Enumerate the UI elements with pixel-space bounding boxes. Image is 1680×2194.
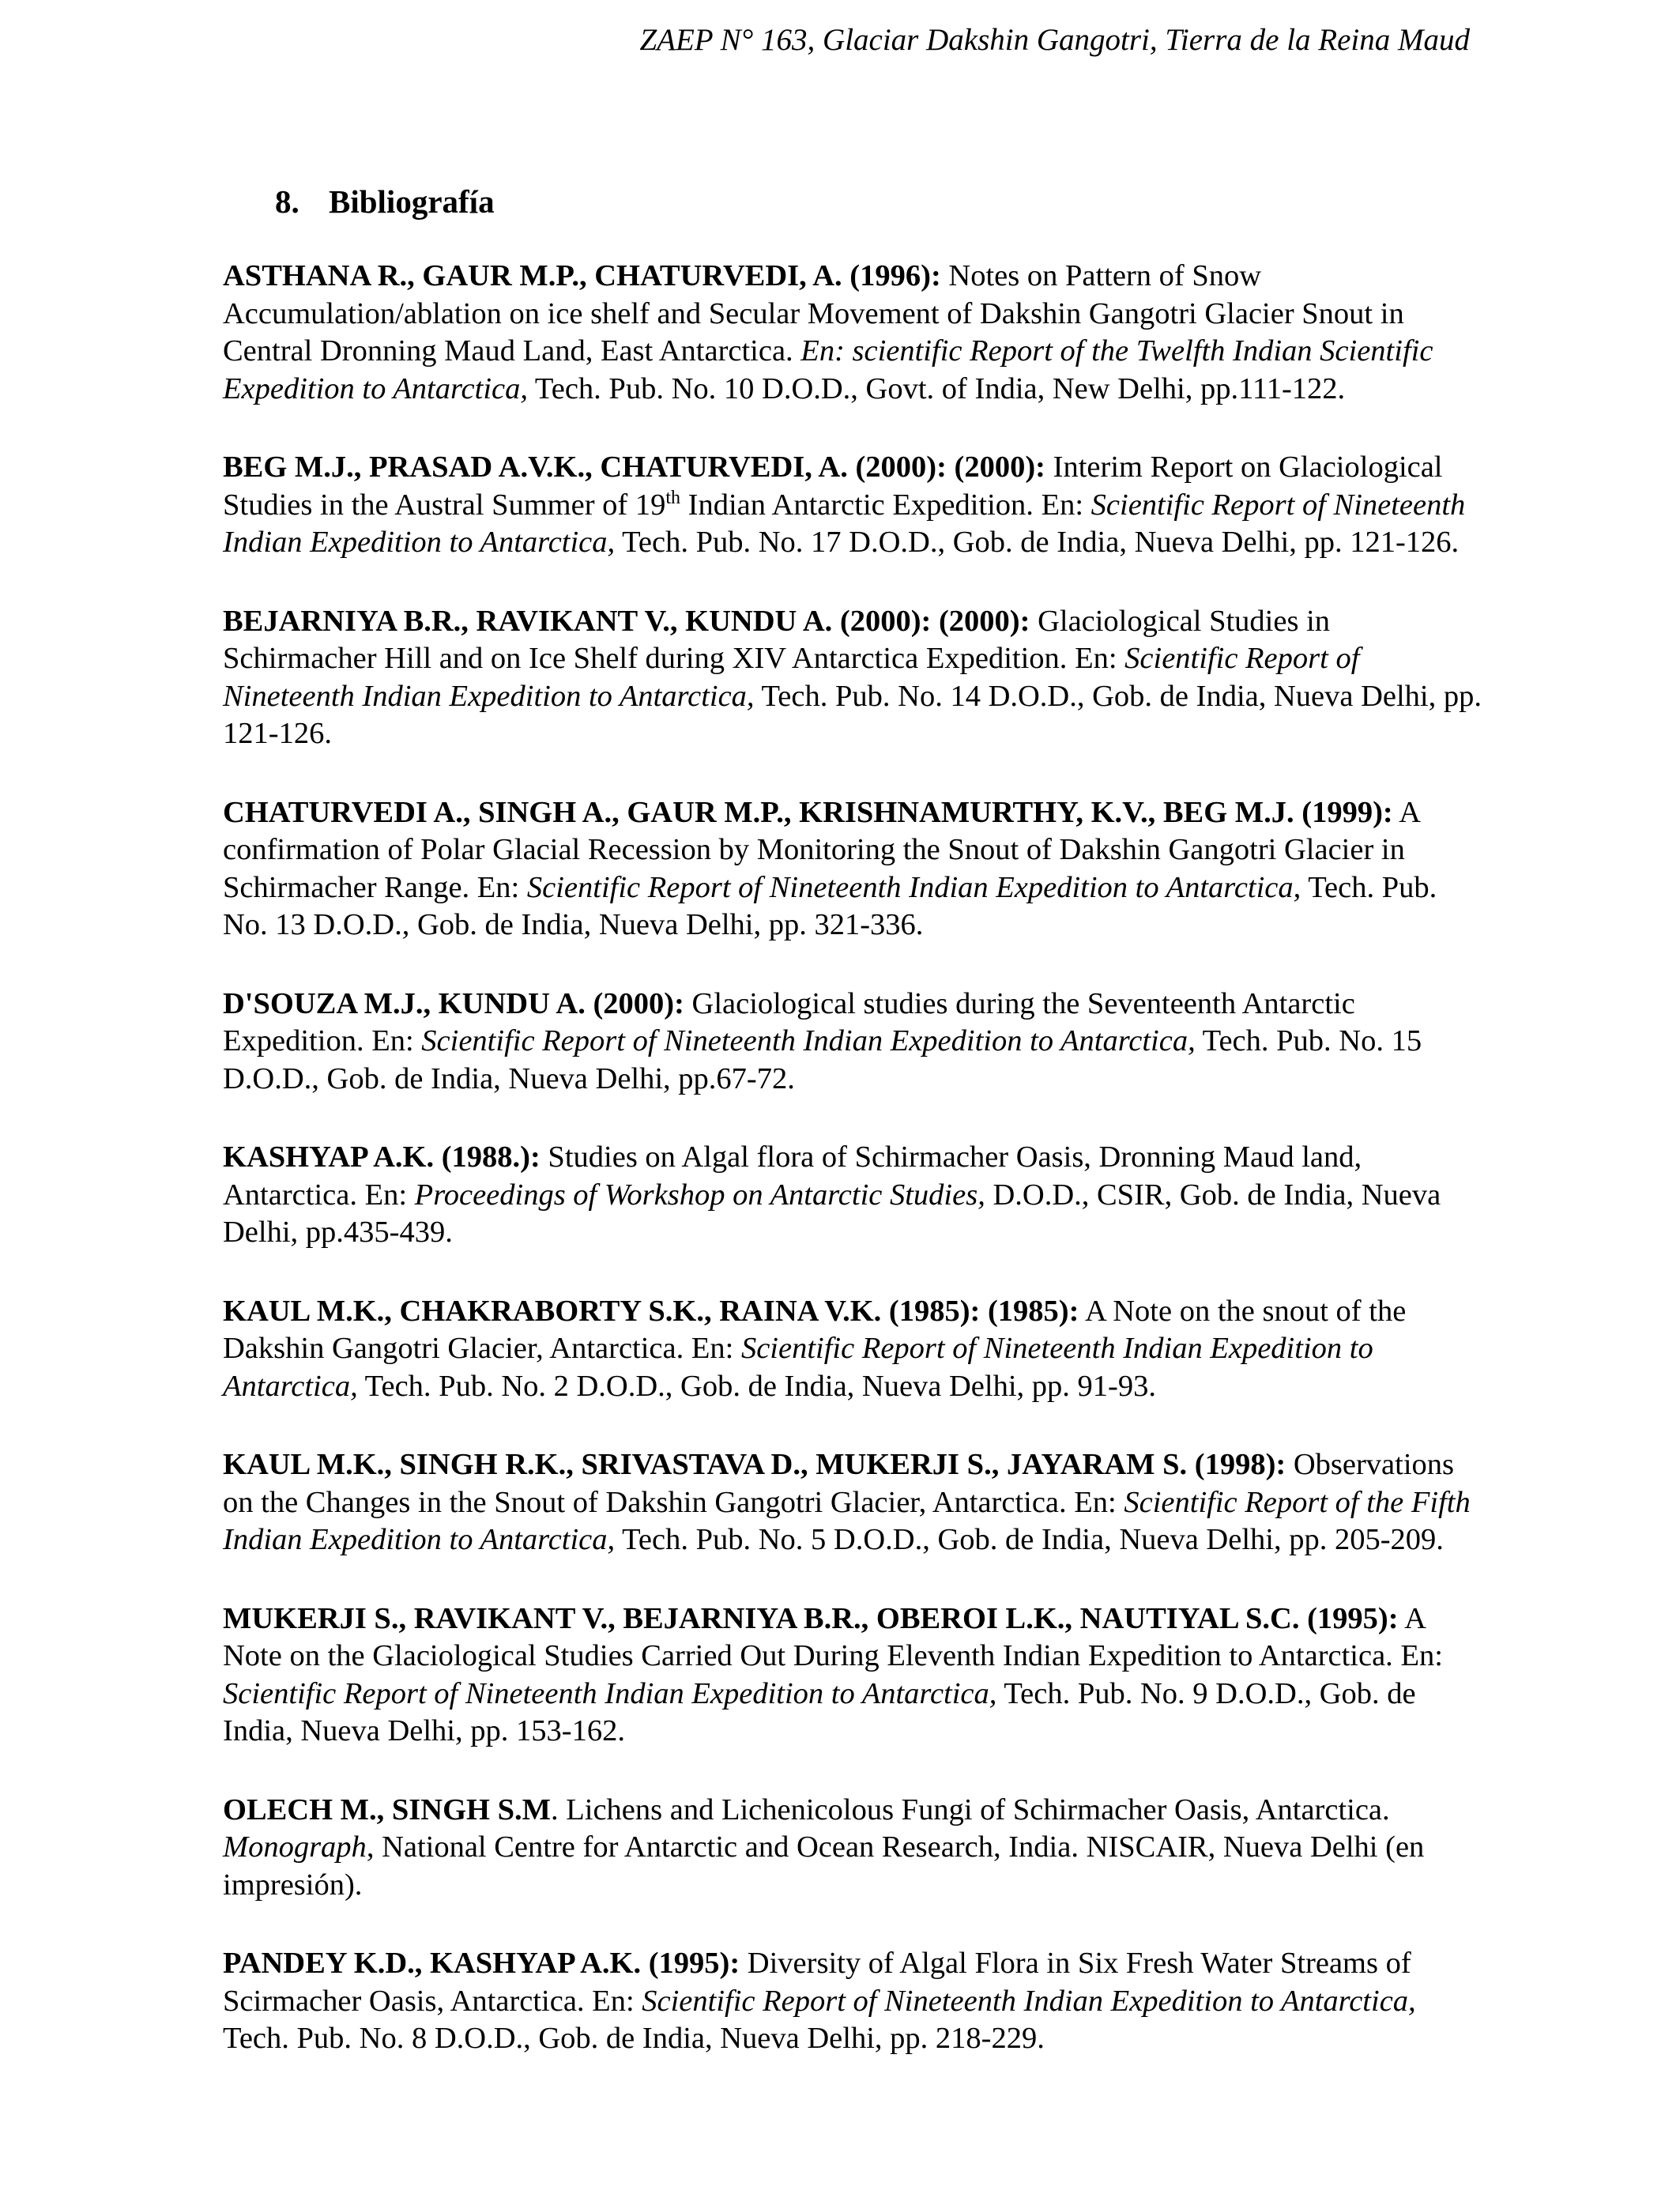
- reference-details: Tech. Pub. No. 15 D.O.D., Gob. de India, Nueva Delhi, pp.67-72.: [223, 1024, 1422, 1095]
- reference-authors: D'SOUZA M.J., KUNDU A. (2000):: [223, 986, 684, 1020]
- bibliography-entry: [223, 794, 1487, 944]
- bibliography-entry: [223, 449, 1487, 562]
- bibliography-entry: [223, 258, 1487, 408]
- reference-authors: KASHYAP A.K. (1988.):: [223, 1140, 541, 1174]
- reference-venue: Scientific Report of Nineteenth Indian Expedition to Antarctica,: [223, 642, 1360, 713]
- reference-title: Studies on Algal flora of Schirmacher Oasis, Dronning Maud land, Antarctica.: [223, 1140, 1362, 1212]
- reference-authors: BEG M.J., PRASAD A.V.K., CHATURVEDI, A. (2000): (2000):: [223, 450, 1046, 484]
- reference-title: Glaciological studies during the Seventeenth Antarctic Expedition.: [223, 986, 1355, 1057]
- reference-venue: Scientific Report of the Fifth Indian Expedition to Antarctica,: [223, 1485, 1471, 1556]
- reference-en: En:: [1075, 642, 1125, 675]
- reference-authors: MUKERJI S., RAVIKANT V., BEJARNIYA B.R., OBEROI L.K., NAUTIYAL S.C. (1995):: [223, 1601, 1399, 1635]
- bibliography-entry: [223, 603, 1487, 753]
- reference-venue: Scientific Report of Nineteenth Indian Expedition to Antarctica,: [223, 488, 1466, 559]
- reference-authors: ASTHANA R., GAUR M.P., CHATURVEDI, A. (1996):: [223, 259, 941, 292]
- reference-en: En:: [371, 1024, 422, 1057]
- reference-authors: KAUL M.K., CHAKRABORTY S.K., RAINA V.K. (1985): (1985):: [223, 1294, 1079, 1328]
- reference-title: Diversity of Algal Flora in Six Fresh Water Streams of Scirmacher Oasis, Antarctica.: [223, 1947, 1411, 2018]
- reference-details: Tech. Pub. No. 17 D.O.D., Gob. de India, Nueva Delhi, pp. 121-126.: [615, 526, 1460, 559]
- bibliography-entry: [223, 1139, 1487, 1252]
- reference-details: Tech. Pub. No. 14 D.O.D., Gob. de India, Nueva Delhi, pp. 121-126.: [223, 679, 1482, 750]
- section-title: Bibliografía: [329, 183, 495, 220]
- reference-details: , National Centre for Antarctic and Ocean Research, India. NISCAIR, Nueva Delhi (en impresión).: [223, 1830, 1425, 1902]
- reference-en: En:: [1400, 1639, 1443, 1672]
- bibliography-entry: [223, 1600, 1487, 1751]
- reference-title: Interim Report on Glaciological Studies in the Austral Summer of 19: [223, 450, 1443, 522]
- running-header: ZAEP N° 163, Glaciar Dakshin Gangotri, Tierra de la Reina Maud: [639, 23, 1470, 57]
- reference-title-continued: Indian Antarctic Expedition.: [680, 488, 1042, 522]
- bibliography-entry: [223, 1792, 1487, 1905]
- reference-venue: Monograph: [223, 1830, 367, 1864]
- reference-authors: CHATURVEDI A., SINGH A., GAUR M.P., KRISHNAMURTHY, K.V., BEG M.J. (1999):: [223, 795, 1393, 829]
- reference-authors: PANDEY K.D., KASHYAP A.K. (1995):: [223, 1947, 740, 1980]
- reference-authors: BEJARNIYA B.R., RAVIKANT V., KUNDU A. (2000): (2000):: [223, 604, 1030, 638]
- reference-en: En:: [592, 1984, 642, 2018]
- reference-venue: Scientific Report of Nineteenth Indian Expedition to Antarctica,: [223, 1676, 997, 1710]
- reference-venue: Scientific Report of Nineteenth Indian Expedition to Antarctica,: [223, 1332, 1373, 1403]
- reference-title: A Note on the snout of the Dakshin Gangotri Glacier, Antarctica.: [223, 1294, 1407, 1365]
- reference-details: Tech. Pub. No. 8 D.O.D., Gob. de India, Nueva Delhi, pp. 218-229.: [223, 2022, 1045, 2055]
- reference-venue: Scientific Report of Nineteenth Indian Expedition to Antarctica,: [642, 1984, 1416, 2018]
- reference-venue: Scientific Report of Nineteenth Indian Expedition to Antarctica,: [526, 870, 1301, 904]
- reference-title: Glaciological Studies in Schirmacher Hill and on Ice Shelf during XIV Antarctica Expedition.: [223, 604, 1331, 675]
- reference-details: D.O.D., CSIR, Gob. de India, Nueva Delhi, pp.435-439.: [223, 1178, 1441, 1249]
- reference-authors: KAUL M.K., SINGH R.K., SRIVASTAVA D., MUKERJI S., JAYARAM S. (1998):: [223, 1448, 1286, 1481]
- reference-title: Notes on Pattern of Snow Accumulation/ablation on ice shelf and Secular Movement of Dakshin Gangotri Glacier Snout in Central Dronning Maud Land, East Antarctica.: [223, 259, 1404, 368]
- reference-title: A Note on the Glaciological Studies Carried Out During Eleventh Indian Expedition to Antarctica.: [223, 1601, 1425, 1672]
- reference-title: A confirmation of Polar Glacial Recession by Monitoring the Snout of Dakshin Gangotri Glacier in Schirmacher Range.: [223, 795, 1419, 904]
- ordinal-superscript: th: [665, 487, 681, 508]
- reference-en: En:: [1041, 488, 1091, 522]
- section-heading: [275, 183, 495, 221]
- reference-en: En:: [477, 870, 527, 904]
- reference-venue: Proceedings of Workshop on Antarctic Studies,: [414, 1178, 985, 1212]
- reference-details: Tech. Pub. No. 9 D.O.D., Gob. de India, Nueva Delhi, pp. 153-162.: [223, 1676, 1416, 1747]
- reference-authors: OLECH M., SINGH S.M: [223, 1793, 551, 1826]
- reference-title: . Lichens and Lichenicolous Fungi of Schirmacher Oasis, Antarctica.: [550, 1793, 1390, 1826]
- bibliography-entry: [223, 1293, 1487, 1406]
- reference-details: Tech. Pub. No. 2 D.O.D., Gob. de India, Nueva Delhi, pp. 91-93.: [357, 1369, 1156, 1403]
- bibliography-entry: [223, 1945, 1487, 2058]
- bibliography-list: [223, 258, 1487, 2099]
- reference-details: Tech. Pub. No. 10 D.O.D., Govt. of India, New Delhi, pp.111-122.: [528, 371, 1346, 405]
- reference-details: Tech. Pub. No. 13 D.O.D., Gob. de India, Nueva Delhi, pp. 321-336.: [223, 870, 1437, 941]
- reference-venue: Scientific Report of Nineteenth Indian Expedition to Antarctica,: [421, 1024, 1196, 1057]
- reference-details: Tech. Pub. No. 5 D.O.D., Gob. de India, Nueva Delhi, pp. 205-209.: [615, 1523, 1444, 1556]
- bibliography-entry: [223, 986, 1487, 1099]
- bibliography-entry: [223, 1446, 1487, 1559]
- reference-en: En:: [364, 1178, 415, 1212]
- reference-en: En:: [691, 1332, 741, 1365]
- reference-venue: En: scientific Report of the Twelfth Indian Scientific Expedition to Antarctica,: [223, 334, 1433, 405]
- section-number: 8.: [275, 183, 299, 220]
- reference-en: En:: [1074, 1485, 1124, 1519]
- reference-title: Observations on the Changes in the Snout of Dakshin Gangotri Glacier, Antarctica.: [223, 1448, 1455, 1519]
